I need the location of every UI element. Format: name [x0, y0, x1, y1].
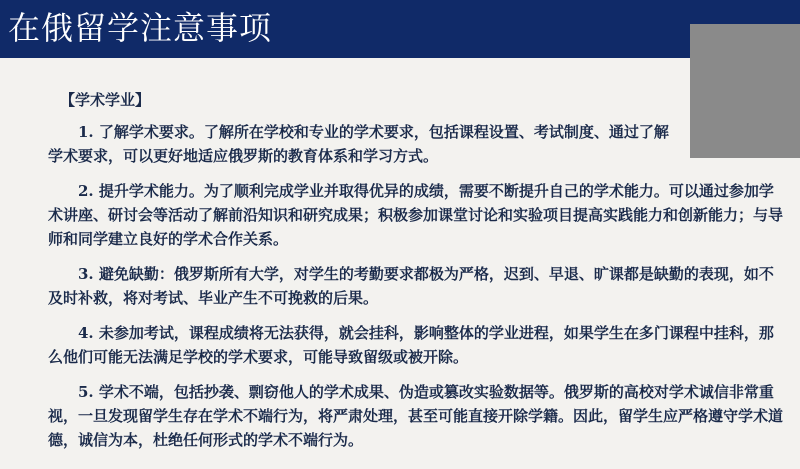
paragraph-1: 1. 了解学术要求。了解所在学校和专业的学术要求，包括课程设置、考试制度、通过了解学术要求，可以更好地适应俄罗斯的教育体系和学习方式。 — [48, 123, 669, 165]
paragraph-4: 4. 未参加考试，课程成绩将无法获得，就会挂科，影响整体的学业进程，如果学生在多门课程中挂科，那么他们可能无法满足学校的学术要求，可能导致留级或被开除。 — [48, 324, 774, 366]
slide-title: 在俄留学注意事项 — [8, 9, 273, 47]
title-bar — [0, 0, 800, 58]
paragraph-5: 5. 学术不端，包括抄袭、剽窃他人的学术成果、伪造或篡改实验数据等。俄罗斯的高校对学术诚信非常重视，一旦发现留学生存在学术不端行为，将严肃处理，甚至可能直接开除学籍。因此，留学生应严格遵守学术道德，诚信为本，杜绝任何形式的学术不端行为。 — [48, 383, 784, 449]
paragraph-3: 3. 避免缺勤：俄罗斯所有大学，对学生的考勤要求都极为严格，迟到、早退、旷课都是缺勤的表现，如不及时补救，将对考试、毕业产生不可挽救的后果。 — [48, 265, 774, 307]
slide-content — [48, 88, 788, 463]
section-heading: 【学术学业】 — [60, 91, 151, 109]
paragraph-2: 2. 提升学术能力。为了顺利完成学业并取得优异的成绩，需要不断提升自己的学术能力。可以通过参加学术讲座、研讨会等活动了解前沿知识和研究成果；积极参加课堂讨论和实验项目提高实践能力和创新能力；与导师和同学建立良好的学术合作关系。 — [48, 182, 784, 248]
